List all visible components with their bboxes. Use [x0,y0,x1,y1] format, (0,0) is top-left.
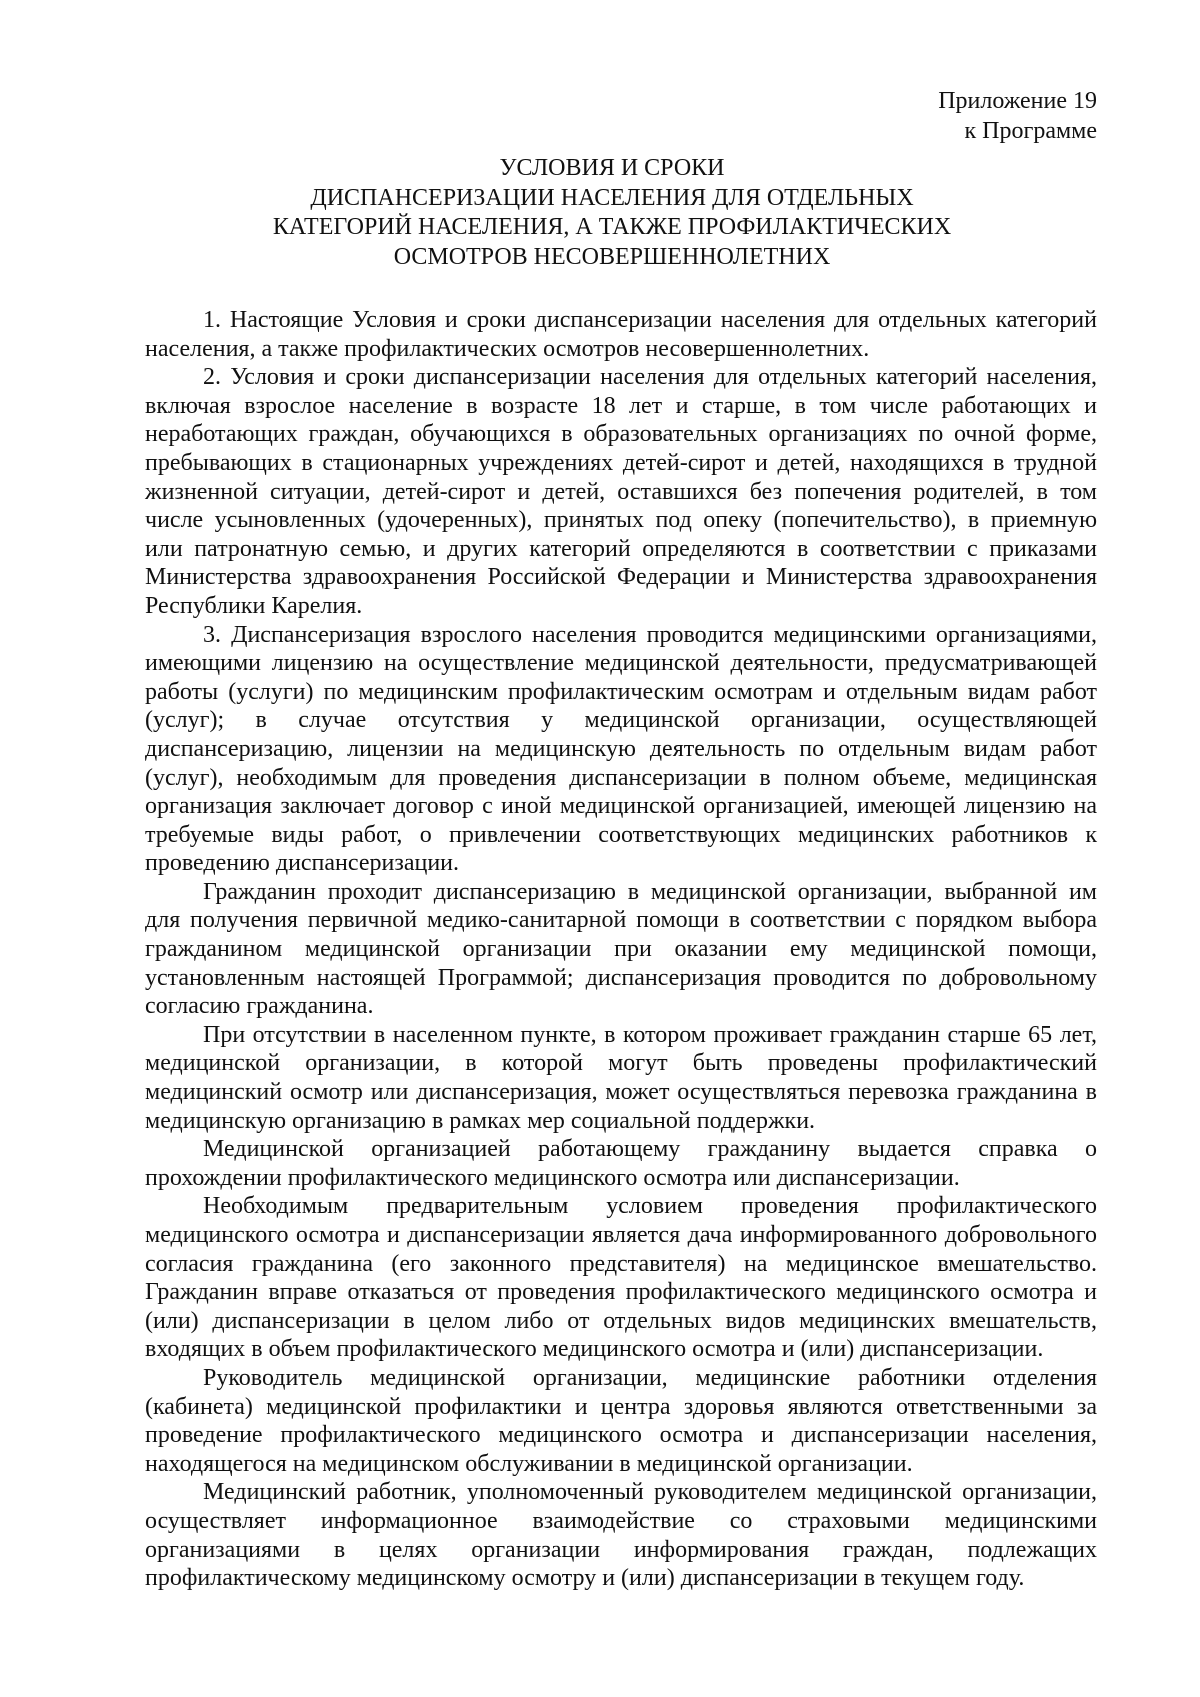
document-body [145,306,1097,1593]
paragraph-transport: При отсутствии в населенном пункте, в котором проживает гражданин старше 65 лет, медицинской организации, в которой могут быть проведены профилактический медицинский осмотр или диспансеризация, может осуществляться перевозка гражданина в медицинскую организацию в рамках мер социальной поддержки. [145,1021,1097,1134]
paragraph-responsibility: Руководитель медицинской организации, медицинские работники отделения (кабинета) медицинской профилактики и центра здоровья являются ответственными за проведение профилактического медицинского осмотра и диспансеризации населения, находящегося на медицинском обслуживании в медицинской организации. [145,1364,1097,1477]
paragraph-3: 3. Диспансеризация взрослого населения проводится медицинскими организациями, имеющими лицензию на осуществление медицинской деятельности, предусматривающей работы (услуги) по медицинским профилактическим осмотрам и отдельным видам работ (услуг); в случае отсутствия у медицинской организации, осуществляющей диспансеризацию, лицензии на медицинскую деятельность по отдельным видам работ (услуг), необходимым для проведения диспансеризации в полном объеме, медицинская организация заключает договор с иной медицинской организацией, имеющей лицензию на требуемые виды работ, о привлечении соответствующих медицинских работников к проведению диспансеризации. [145,621,1097,877]
paragraph-1: 1. Настоящие Условия и сроки диспансеризации населения для отдельных категорий населения, а также профилактических осмотров несовершеннолетних. [145,307,1097,362]
annex-program-ref: к Программе [964,118,1097,144]
paragraph-consent: Необходимым предварительным условием проведения профилактического медицинского осмотра и диспансеризации является дача информированного добровольного согласия гражданина (его законного представителя) на медицинское вмешательство. Гражданин вправе отказаться от проведения профилактического медицинского осмотра и (или) диспансеризации в целом либо от отдельных видов медицинских вмешательств, входящих в объем профилактического медицинского осмотра и (или) диспансеризации. [145,1193,1097,1363]
paragraph-citizen-choice: Гражданин проходит диспансеризацию в медицинской организации, выбранной им для получения первичной медико-санитарной помощи в соответствии с порядком выбора гражданином медицинской организации при оказании ему медицинской помощи, установленным настоящей Программой; диспансеризация проводится по добровольному согласию гражданина. [145,878,1097,1020]
annex-reference [145,86,1097,146]
title-line: ОСМОТРОВ НЕСОВЕРШЕННОЛЕТНИХ [393,243,831,270]
paragraph-certificate: Медицинской организацией работающему гражданину выдается справка о прохождении профилактического медицинского осмотра или диспансеризации. [145,1136,1097,1191]
title-line: ДИСПАНСЕРИЗАЦИИ НАСЕЛЕНИЯ ДЛЯ ОТДЕЛЬНЫХ [310,184,914,211]
paragraph-interaction: Медицинский работник, уполномоченный руководителем медицинской организации, осуществляет информационное взаимодействие со страховыми медицинскими организациями в целях организации информирования граждан, подлежащих профилактическому медицинскому осмотру и (или) диспансеризации в текущем году. [145,1479,1097,1592]
annex-number: Приложение 19 [938,88,1097,114]
paragraph-2: 2. Условия и сроки диспансеризации населения для отдельных категорий населения, включая взрослое население в возрасте 18 лет и старше, в том числе работающих и неработающих граждан, обучающихся в образовательных организациях по очной форме, пребывающих в стационарных учреждениях детей-сирот и детей, находящихся в трудной жизненной ситуации, детей-сирот и детей, оставшихся без попечения родителей, в том числе усыновленных (удочеренных), принятых под опеку (попечительство), в приемную или патронатную семью, и других категорий определяются в соответствии с приказами Министерства здравоохранения Российской Федерации и Министерства здравоохранения Республики Карелия. [145,364,1097,619]
title-line: УСЛОВИЯ И СРОКИ [499,155,725,181]
document-title [145,154,1097,272]
title-line: КАТЕГОРИЙ НАСЕЛЕНИЯ, А ТАКЖЕ ПРОФИЛАКТИЧЕСКИХ [272,214,952,240]
